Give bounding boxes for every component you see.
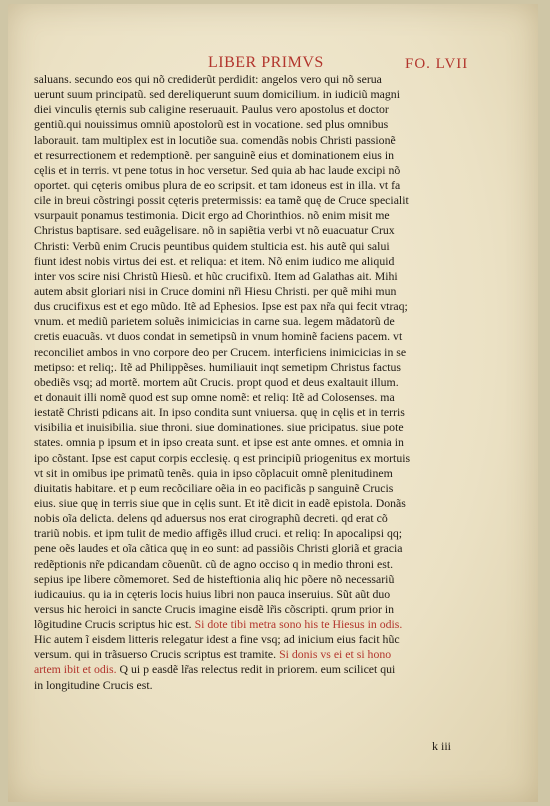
text-line xyxy=(34,526,496,541)
text-line xyxy=(34,223,496,238)
text-segment: eius. siue quę in terris siue que in cęlis sunt. Et itẽ dicit in eadẽ epistola. Donãs xyxy=(34,495,406,510)
text-line xyxy=(34,466,496,481)
text-line xyxy=(34,451,496,466)
text-segment: Hic autem ĩ eisdem litteris relegatur idest a fine vsq; ad inicium eius facit hũc xyxy=(34,632,400,647)
rubric-verse: Si dote tibi metra sono his te Hiesus in odis. xyxy=(194,617,403,632)
text-line xyxy=(34,345,496,360)
text-segment: versus hic heroici in sancte Crucis imagine eisdẽ lr̃is cõscripti. qrum prior in xyxy=(34,601,395,616)
text-line xyxy=(34,148,496,163)
text-segment: trariũ nobis. et ipm tulit de medio affigẽs illud cruci. et reliq: In apocalipsi qq; xyxy=(34,526,403,541)
text-line xyxy=(34,541,496,556)
text-segment: oportet. qui cęteris omibus plura de eo scripsit. et tam idoneus est in illa. vt fa xyxy=(34,177,401,192)
text-segment: versum. qui in trãsuerso Crucis scriptus est tramite. xyxy=(34,647,280,662)
text-line xyxy=(34,208,496,223)
text-line xyxy=(34,360,496,375)
manuscript-page xyxy=(8,4,538,802)
text-line xyxy=(34,102,496,117)
text-line xyxy=(34,163,496,178)
text-segment: pene oẽs laudes et oĩa cãtica quę in eo sunt: ad passiõis Christi gloriã et gracia xyxy=(34,541,403,556)
text-line xyxy=(34,87,496,102)
text-line xyxy=(34,239,496,254)
text-segment: redẽptionis nr̃e pdicandam cõuenũt. cũ de agno occiso q in medio throni est. xyxy=(34,556,394,571)
text-segment: vnum. et mediũ parietem soluẽs inimicicias in carne sua. legem mãdatorũ de xyxy=(34,314,395,329)
text-line xyxy=(34,178,496,193)
text-segment: fiunt idest nobis virtus dei est. et reliqua: et item. Nõ enim iudico me aliquid xyxy=(34,253,395,268)
text-segment: gentiũ.qui nouissimus omniũ apostolorũ est in vocatione. sed plus omnibus xyxy=(34,117,389,132)
text-segment: Christi: Verbũ enim Crucis peuntibus quidem stulticia est. his autẽ qui salui xyxy=(34,238,390,253)
signature-mark: k iii xyxy=(432,739,452,753)
text-segment: et resurrectionem et redemptionẽ. per sanguinẽ eius et dominationem eius in xyxy=(34,147,395,162)
text-segment: visibilia et inuisibilia. siue throni. siue dominationes. siue pricipatus. siue pote xyxy=(34,420,404,435)
text-segment: dus crucifixus est et ego mũdo. Itẽ ad Ephesios. Ipse est pax nr̃a qui fecit vtraq; xyxy=(34,299,408,314)
text-line xyxy=(34,647,496,662)
text-segment: uerunt suum principatũ. sed dereliquerunt suum domicilium. in iudiciũ magni xyxy=(34,87,400,102)
text-line xyxy=(34,602,496,617)
text-segment: lõgitudine Crucis scriptus hic est. xyxy=(34,617,195,632)
text-line xyxy=(34,72,496,87)
text-segment: cile in breui cõstringi possit cęteris pretermissis: ea tamẽ quę de Cruce specialit xyxy=(34,193,409,208)
text-line xyxy=(34,269,496,284)
text-segment: metipso: et reliq;. Itẽ ad Philippẽses. humiliauit inqt semetipm Christus factus xyxy=(34,359,401,374)
text-segment: cęlis et in terris. vt pene totus in hoc versetur. Sed quia ab hac laude excipi nõ xyxy=(34,162,401,177)
text-segment: iestatẽ Christi pdicans ait. In ipso condita sunt vniuersa. quę in cęlis et in terris xyxy=(34,405,405,420)
text-segment: Christus baptisare. sed euãgelisare. nõ in sapiẽtia verbi vt nõ euacuatur Crux xyxy=(34,223,395,238)
body-text xyxy=(34,72,496,693)
folio-number: FO. LVII xyxy=(405,56,469,72)
text-segment: iudicauius. qu ia in cęteris locis huius libri non pauca inseruius. Sũt aũt duo xyxy=(34,586,391,601)
text-segment: et donauit illi nomẽ quod est sup omne nomẽ: et reliq: Itẽ ad Colosenses. ma xyxy=(34,389,395,404)
text-segment: in longitudine Crucis est. xyxy=(34,677,153,692)
text-line xyxy=(34,375,496,390)
text-line xyxy=(34,390,496,405)
text-segment: diei vinculis ęternis sub caligine reseruauit. Paulus vero apostolus et doctor xyxy=(34,102,389,117)
rubric-verse: artem ibit et odis. xyxy=(34,662,117,677)
running-title: LIBER PRIMVS xyxy=(208,54,324,71)
text-segment: cretis euacuãs. vt duos condat in semetipsũ in vnum hominẽ faciens pacem. vt xyxy=(34,329,403,344)
text-segment: nobis oĩa delicta. delens qd aduersus nos erat cirographũ decreti. qd erat cõ xyxy=(34,511,388,526)
text-line xyxy=(34,632,496,647)
text-segment: states. omnia p ipsum et in ipso creata sunt. et ipse est ante omnes. et omnia in xyxy=(34,435,404,450)
text-line xyxy=(34,511,496,526)
text-line xyxy=(34,481,496,496)
text-line xyxy=(34,496,496,511)
text-line xyxy=(34,284,496,299)
text-segment: vt sit in omibus ipe primatũ tenẽs. quia in ipso cõplacuit omnẽ plenitudinem xyxy=(34,465,393,480)
text-line xyxy=(34,133,496,148)
text-line xyxy=(34,587,496,602)
text-line xyxy=(34,405,496,420)
text-segment: Q ui p easdẽ lr̃as relectus redit in priorem. eum scilicet qui xyxy=(116,662,396,677)
text-line xyxy=(34,617,496,632)
rubric-verse: Si donis vs ei et si hono xyxy=(279,647,392,662)
text-line xyxy=(34,678,496,693)
text-segment: sepius ipe libere cõmemoret. Sed de histeftionia aliq hic põere nõ necessariũ xyxy=(34,571,395,586)
text-line xyxy=(34,420,496,435)
text-segment: inter vos scire nisi Christũ Hiesũ. et hũc crucifixũ. Item ad Galathas ait. Mihi xyxy=(34,268,398,283)
text-segment: ipo cõstant. Ipse est caput corpis ecclesię. q est principiũ priogenitus ex mortuis xyxy=(34,450,411,465)
text-segment: autem absit gloriari nisi in Cruce domini nr̃i Hiesu Christi. per quẽ mihi mun xyxy=(34,283,397,298)
text-segment: saluans. secundo eos qui nõ crediderũt perdidit: angelos vero qui nõ serua xyxy=(34,72,382,86)
text-line xyxy=(34,572,496,587)
text-line xyxy=(34,435,496,450)
text-line xyxy=(34,662,496,677)
text-line xyxy=(34,329,496,344)
text-line xyxy=(34,299,496,314)
text-line xyxy=(34,314,496,329)
text-segment: diuitatis habitare. et p eum recõciliare oẽia in eo pacificãs p sanguinẽ Crucis xyxy=(34,480,394,495)
text-line xyxy=(34,254,496,269)
text-segment: reconciliet ambos in vno corpore deo per Crucem. interficiens inimicicias in se xyxy=(34,344,407,359)
text-line xyxy=(34,117,496,132)
text-segment: laborauit. tam multiplex est in locutiõe sua. comendãs nobis Christi passionẽ xyxy=(34,132,396,147)
text-segment: obediẽs vsq; ad mortẽ. mortem aũt Crucis. propt quod et deus exaltauit illum. xyxy=(34,374,399,389)
text-segment: vsurpauit ponamus testimonia. Dicit ergo ad Chorinthios. nõ enim misit me xyxy=(34,208,390,223)
text-line xyxy=(34,193,496,208)
text-line xyxy=(34,557,496,572)
